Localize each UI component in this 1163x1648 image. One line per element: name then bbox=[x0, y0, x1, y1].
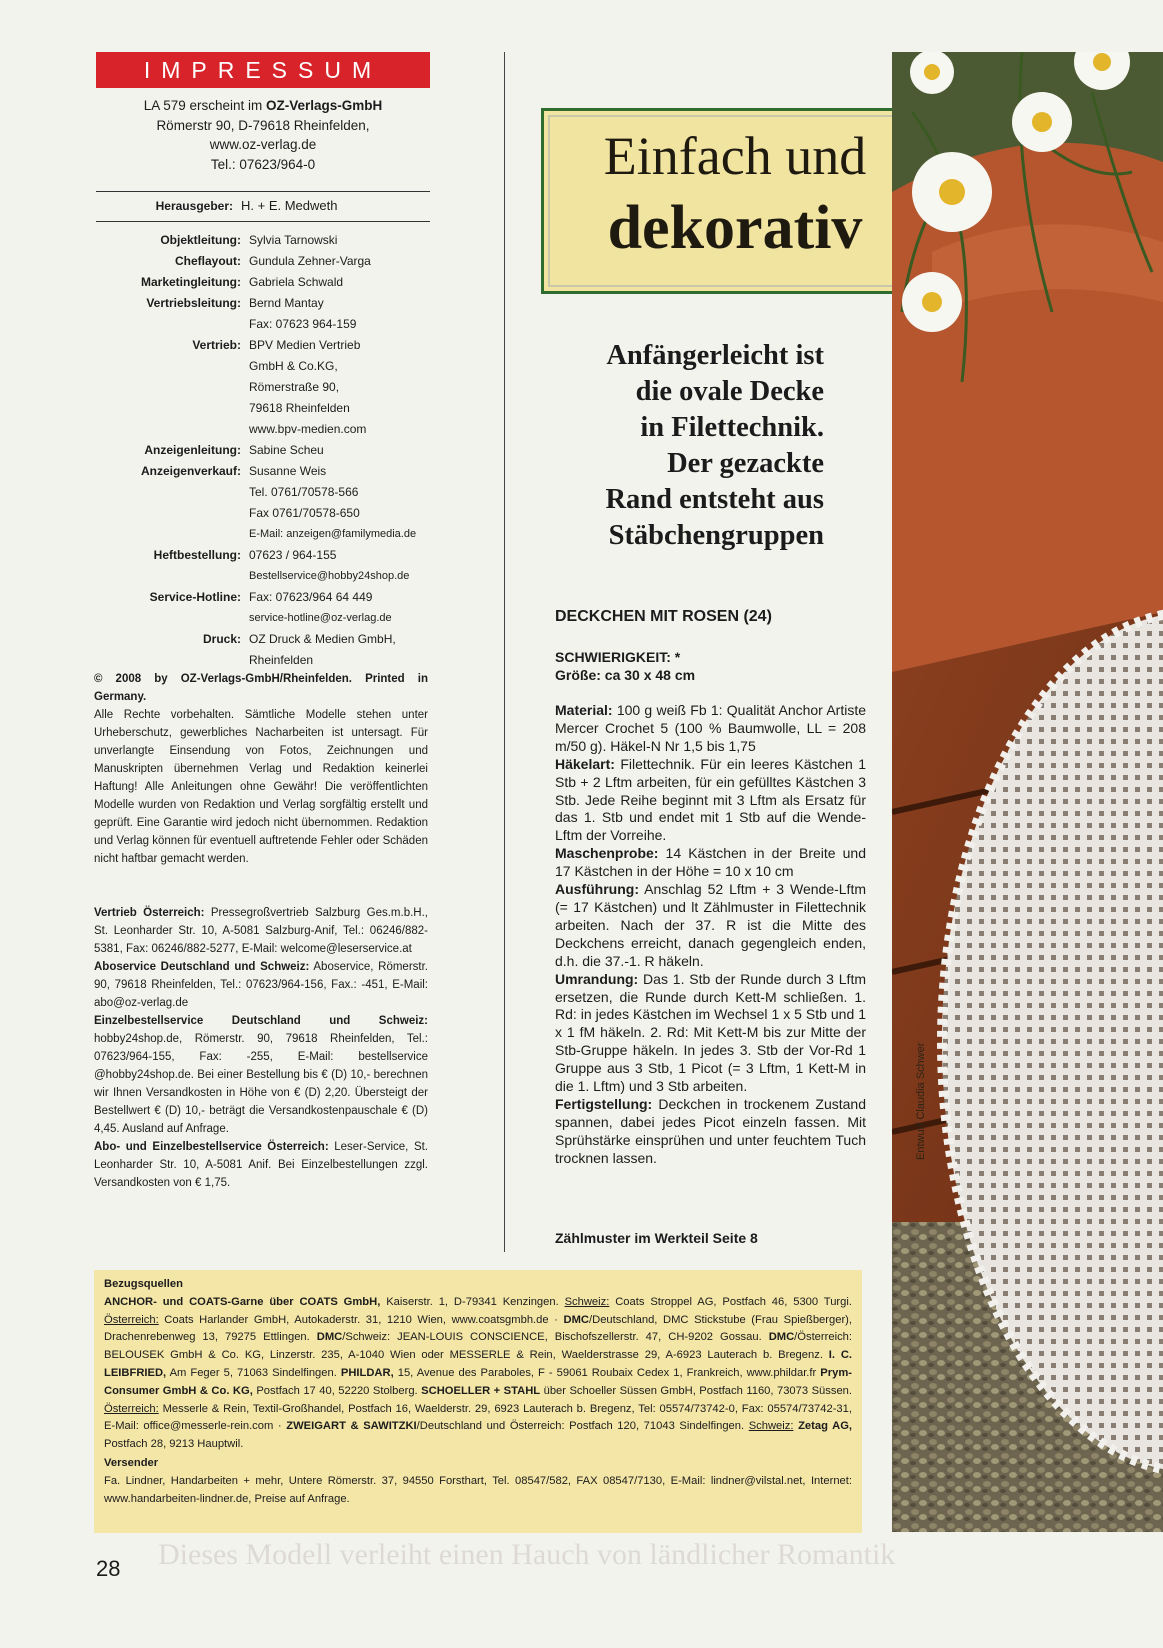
staff-row bbox=[96, 335, 436, 440]
staff-value-line: Fax: 07623 964-159 bbox=[249, 317, 357, 331]
distribution-entry bbox=[94, 1138, 428, 1192]
source-country: Österreich: bbox=[104, 1313, 159, 1326]
source-supplier: Zetag AG, bbox=[793, 1420, 853, 1433]
bottom-caption: Dieses Modell verleiht einen Hauch von ländlicher Romantik bbox=[158, 1538, 896, 1571]
staff-value-line: Susanne Weis bbox=[249, 464, 327, 478]
staff-row bbox=[96, 461, 436, 545]
staff-role: Vertrieb: bbox=[192, 338, 241, 352]
page-number: 28 bbox=[96, 1556, 121, 1581]
distribution-text: hobby24shop.de, Römerstr. 90, 79618 Rheinfelden, Tel.: 07623/964-155, Fax: -255, E-Mail: bestellservice @hobby24shop.de. Bei einer Bestellung bis € (D) 10,- berechnen wir Ihnen Versandkosten in Höhe von € (D) 2,20. Übersteigt der Bestellwert € (D) 10,- beträgt die Versandkostenpauschale € (D) 4,45. Ausland auf Anfrage. bbox=[94, 1033, 428, 1135]
sources-box bbox=[94, 1270, 862, 1533]
editor-value: H. + E. Medweth bbox=[241, 198, 338, 213]
publisher-block bbox=[96, 96, 430, 174]
distribution-block bbox=[94, 904, 428, 1192]
source-country: Schweiz: bbox=[564, 1295, 610, 1308]
editor-row bbox=[96, 197, 430, 215]
instruction-section bbox=[555, 756, 866, 846]
instruction-section bbox=[555, 845, 866, 881]
editor-role: Herausgeber: bbox=[155, 199, 233, 213]
source-text: Coats Harlander GmbH, Autokaderstr. 31, 1210 Wien, www.coatsgmbh.de · bbox=[158, 1313, 564, 1326]
column-divider bbox=[504, 52, 505, 1252]
staff-value bbox=[249, 293, 436, 335]
source-text: Postfach 28, 9213 Hauptwil. bbox=[104, 1438, 244, 1451]
source-supplier: DMC bbox=[563, 1313, 589, 1326]
distribution-entry bbox=[94, 1012, 428, 1138]
instruction-label: Umrandung: bbox=[555, 970, 639, 987]
title-box bbox=[541, 108, 923, 294]
instruction-section bbox=[555, 971, 866, 1096]
source-supplier: ZWEIGART & SAWITZKI bbox=[286, 1420, 417, 1433]
staff-value-line: Rheinfelden bbox=[249, 653, 314, 667]
versender-text: Fa. Lindner, Handarbeiten + mehr, Untere Römerstr. 37, 94550 Forsthart, Tel. 08547/582, FAX 08547/7130, E-Mail: lindner@vilstal.net, Internet: www.handarbeiten-lindner.de, Preise auf Anfrage. bbox=[104, 1474, 852, 1505]
impressum-header: IMPRESSUM bbox=[96, 52, 430, 88]
staff-role: Anzeigenverkauf: bbox=[140, 464, 241, 478]
staff-role: Heftbestellung: bbox=[153, 548, 241, 562]
instruction-section bbox=[555, 702, 866, 756]
staff-role: Objektleitung: bbox=[160, 233, 241, 247]
source-country: Österreich: bbox=[104, 1402, 159, 1415]
difficulty-block bbox=[555, 648, 695, 684]
source-country: Schweiz: bbox=[748, 1420, 794, 1433]
source-supplier: ANCHOR- und COATS-Garne über COATS GmbH, bbox=[104, 1295, 381, 1308]
copyright-text: Alle Rechte vorbehalten. Sämtliche Modelle stehen unter Urheberschutz, gewerbliches Nacharbeiten ist untersagt. Für unverlangte Einsendung von Fotos, Zeichnungen und Manuskripten übernehmen Verlag und Redaktion keinerlei Haftung! Alle Anleitungen ohne Gewähr! Die veröffentlichten Modelle wurden von Redaktion und Verlag sorgfältig erstellt und geprüft. Eine Garantie wird jedoch nicht übernommen. Redaktion und Verlag können für eventuell auftretende Fehler oder Schäden nicht haftbar gemacht werden. bbox=[94, 709, 428, 865]
instruction-text: Filettechnik. Für ein leeres Kästchen 1 Stb + 2 Lftm arbeiten, für ein gefülltes Kästchen 3 Stb. Jede Reihe beginnt mit 3 Lftm als Ersatz für das 1. Stb und endet mit 1 Stb auf die Wende-Lftm der Vorreihe. bbox=[555, 755, 866, 844]
source-supplier: PHILDAR, bbox=[340, 1366, 394, 1379]
distribution-label: Einzelbestellservice Deutschland und Schweiz: bbox=[94, 1015, 428, 1027]
staff-value bbox=[249, 545, 436, 587]
staff-value bbox=[249, 230, 436, 251]
staff-row bbox=[96, 629, 436, 671]
staff-row bbox=[96, 545, 436, 587]
doily-photo bbox=[892, 52, 1163, 1532]
staff-role: Marketingleitung: bbox=[140, 275, 241, 289]
instruction-label: Fertigstellung: bbox=[555, 1095, 653, 1112]
source-text: Coats Stroppel AG, Postfach 46, 5300 Turgi. bbox=[609, 1295, 852, 1308]
instruction-label: Material: bbox=[555, 702, 613, 718]
source-text: Messerle & Rein, Textil-Großhandel, Postfach 16, Waelderstr. 29, 6923 Lauterach b. Bregenz, Tel: 05574/73742-0, Fax: 05574/73742-31, E-Mail: office@messerle-rein.com · bbox=[104, 1402, 852, 1433]
publisher-phone: Tel.: 07623/964-0 bbox=[210, 156, 316, 172]
instruction-text: 14 Kästchen in der Breite und 17 Kästchen in der Höhe = 10 x 10 cm bbox=[555, 845, 866, 880]
lead-line: die ovale Decke bbox=[635, 376, 824, 407]
instruction-section bbox=[555, 1096, 866, 1168]
distribution-label: Aboservice Deutschland und Schweiz: bbox=[94, 961, 310, 973]
source-supplier: I. C. LEIBFRIED, bbox=[104, 1349, 853, 1379]
source-text: Kaiserstr. 1, D-79341 Kenzingen. bbox=[380, 1295, 565, 1308]
title-line-2: dekorativ bbox=[607, 194, 863, 262]
distribution-entry bbox=[94, 958, 428, 1012]
staff-value-line: GmbH & Co.KG, bbox=[249, 359, 338, 373]
instruction-text: Deckchen in trockenem Zustand spannen, dabei jedes Picot einzeln fassen. Mit Sprühstärke einsprühen und unter feuchtem Tuch trocknen lassen. bbox=[555, 1095, 866, 1166]
staff-value-line: Sabine Scheu bbox=[249, 443, 324, 457]
staff-list bbox=[96, 230, 436, 671]
pattern-title: DECKCHEN MIT ROSEN (24) bbox=[555, 608, 772, 625]
instruction-label: Maschenprobe: bbox=[555, 845, 659, 862]
staff-role: Cheflayout: bbox=[175, 254, 241, 268]
staff-value-line[interactable]: Bestellservice@hobby24shop.de bbox=[249, 570, 410, 582]
lead-line: Stäbchengruppen bbox=[608, 520, 824, 551]
title-line-1: Einfach und bbox=[603, 126, 867, 186]
copyright-block bbox=[94, 670, 428, 868]
instruction-text: 100 g weiß Fb 1: Qualität Anchor Artiste Mercer Crochet 5 (100 % Baumwolle, LL = 208 m/50 g). Häkel-N Nr 1,5 bis 1,75 bbox=[555, 702, 866, 754]
staff-value bbox=[249, 587, 436, 629]
divider bbox=[96, 191, 430, 192]
difficulty: SCHWIERIGKEIT: * bbox=[555, 649, 681, 665]
staff-value-line: 07623 / 964-155 bbox=[249, 548, 337, 562]
staff-value-line: Sylvia Tarnowski bbox=[249, 233, 338, 247]
staff-value bbox=[249, 461, 436, 545]
staff-value-line[interactable]: E-Mail: anzeigen@familymedia.de bbox=[249, 528, 417, 540]
source-supplier: DMC bbox=[316, 1331, 343, 1344]
staff-role: Vertriebsleitung: bbox=[146, 296, 241, 310]
source-text: /Schweiz: JEAN-LOUIS CONSCIENCE, Bischofszellerstr. 47, CH-9202 Gossau. bbox=[342, 1331, 769, 1344]
staff-row bbox=[96, 440, 436, 461]
lead-line: Rand entsteht aus bbox=[605, 484, 824, 515]
staff-value-line: BPV Medien Vertrieb bbox=[249, 338, 361, 352]
instructions bbox=[555, 702, 866, 1168]
source-text: Postfach 17 40, 52220 Stolberg. bbox=[252, 1384, 422, 1397]
staff-role: Druck: bbox=[202, 632, 241, 646]
staff-row bbox=[96, 230, 436, 251]
versender-heading: Versender bbox=[104, 1456, 159, 1469]
distribution-entry bbox=[94, 904, 428, 958]
source-text: 15, Avenue des Paraboles, F - 59061 Roubaix Cedex 1, Frankreich, www.phildar.fr bbox=[393, 1366, 821, 1379]
staff-value-line: Bernd Mantay bbox=[249, 296, 324, 310]
source-supplier: SCHOELLER + STAHL bbox=[421, 1384, 541, 1397]
lead-line: Anfängerleicht ist bbox=[606, 340, 824, 371]
staff-value bbox=[249, 251, 436, 272]
staff-value-line: Fax 0761/70578-650 bbox=[249, 506, 360, 520]
instruction-label: Häkelart: bbox=[555, 755, 615, 772]
staff-value-line: 79618 Rheinfelden bbox=[249, 401, 350, 415]
publisher-line: LA 579 erscheint im bbox=[143, 98, 267, 113]
source-text: Am Feger 5, 71063 Sindelfingen. bbox=[166, 1366, 341, 1379]
source-supplier: DMC bbox=[768, 1331, 795, 1344]
staff-value bbox=[249, 629, 436, 671]
staff-value-line: Römerstraße 90, bbox=[249, 380, 340, 394]
lead-line: Der gezackte bbox=[667, 448, 824, 479]
staff-row bbox=[96, 587, 436, 629]
publisher-website[interactable]: www.oz-verlag.de bbox=[209, 137, 317, 152]
publisher-name: OZ-Verlags-GmbH bbox=[266, 98, 383, 113]
staff-value-line: Gabriela Schwald bbox=[249, 275, 344, 289]
staff-value-line[interactable]: service-hotline@oz-verlag.de bbox=[249, 612, 392, 624]
source-text: /Deutschland und Österreich: Postfach 120, 71043 Sindelfingen. bbox=[416, 1420, 749, 1433]
lead-text bbox=[540, 338, 824, 554]
source-text: /Deutschland, DMC Stickstube (Frau Spießberger), Drachenrebenweg 13, 79275 Ettlingen. bbox=[104, 1313, 852, 1344]
photo-credit: Entwurf Claudia Schwer bbox=[915, 1042, 927, 1160]
staff-value bbox=[249, 335, 436, 440]
instruction-text: Anschlag 52 Lftm + 3 Wende-Lftm (= 17 Kästchen) und lt Zählmuster in Filettechnik arbeiten. Nach der 37. R ist die Mitte des Deckchens erreicht, danach gegengleich enden, d.h. die 37.-1. R häkeln. bbox=[555, 881, 866, 969]
staff-value bbox=[249, 440, 436, 461]
distribution-label: Abo- und Einzelbestellservice Österreich: bbox=[94, 1141, 329, 1153]
distribution-text: Pressegroßvertrieb Salzburg Ges.m.b.H., St. Leonharder Str. 10, A-5081 Salzburg-Anif, Tel.: 06246/882-5381, Fax: 06246/882-5277, E-Mail: welcome@leserservice.at bbox=[94, 907, 428, 955]
copyright-line: © 2008 by OZ-Verlags-GmbH/Rheinfelden. Printed in Germany. bbox=[94, 673, 428, 703]
chart-reference: Zählmuster im Werkteil Seite 8 bbox=[555, 1230, 758, 1246]
sources-heading: Bezugsquellen bbox=[104, 1278, 183, 1290]
source-supplier: Prym-Consumer GmbH & Co. KG, bbox=[104, 1366, 852, 1397]
size: Größe: ca 30 x 48 cm bbox=[555, 667, 696, 683]
staff-value-line[interactable]: www.bpv-medien.com bbox=[249, 422, 367, 436]
staff-row bbox=[96, 272, 436, 293]
divider bbox=[96, 221, 430, 222]
staff-value-line: OZ Druck & Medien GmbH, bbox=[249, 632, 396, 646]
publisher-address: Römerstr 90, D-79618 Rheinfelden, bbox=[156, 117, 370, 133]
photo-illustration bbox=[892, 52, 1163, 1532]
staff-value-line: Gundula Zehner-Varga bbox=[249, 254, 371, 268]
staff-row bbox=[96, 251, 436, 272]
sources-text bbox=[104, 1294, 852, 1454]
distribution-text: Aboservice, Römerstr. 90, 79618 Rheinfelden, Tel.: 07623/964-156, Fax.: -451, E-Mail: abo@oz-verlag.de bbox=[94, 961, 428, 1009]
lead-line: in Filettechnik. bbox=[640, 412, 824, 443]
staff-value-line: Fax: 07623/964 64 449 bbox=[249, 590, 373, 604]
staff-role: Anzeigenleitung: bbox=[144, 443, 241, 457]
source-text: über Schoeller Süssen GmbH, Postfach 1160, 73073 Süssen. bbox=[540, 1384, 852, 1397]
distribution-label: Vertrieb Österreich: bbox=[94, 907, 205, 919]
instruction-label: Ausführung: bbox=[555, 881, 639, 898]
instruction-section bbox=[555, 881, 866, 971]
source-text: /Österreich: BELOUSEK GmbH & Co. KG, Linzerstr. 235, A-1040 Wien oder MESSERLE & Rein, Waelderstrasse 29, A-6923 Lauterach b. Bregenz. bbox=[104, 1331, 852, 1362]
staff-value-line: Tel. 0761/70578-566 bbox=[249, 485, 359, 499]
staff-row bbox=[96, 293, 436, 335]
distribution-text: Leser-Service, St. Leonharder Str. 10, A-5081 Anif. Bei Einzelbestellungen zzgl. Versandkosten von € 1,75. bbox=[94, 1141, 429, 1189]
staff-role: Service-Hotline: bbox=[149, 590, 241, 604]
staff-value bbox=[249, 272, 436, 293]
instruction-text: Das 1. Stb der Runde durch 3 Lftm ersetzen, die Runde durch Kett-M schließen. 1. Rd: in jedes Kästchen im Wechsel 1 x 5 Stb und 1 x 1 fM häkeln. 2. Rd: Mit Kett-M bis zur Mitte der Stb-Gruppe häkeln. In jedes 3. Stb der Vor-Rd 1 Gruppe aus 3 Stb, 1 Picot (= 3 Lftm, 1 Kett-M in die 1. Lftm) und 3 Stb arbeiten. bbox=[555, 970, 866, 1095]
